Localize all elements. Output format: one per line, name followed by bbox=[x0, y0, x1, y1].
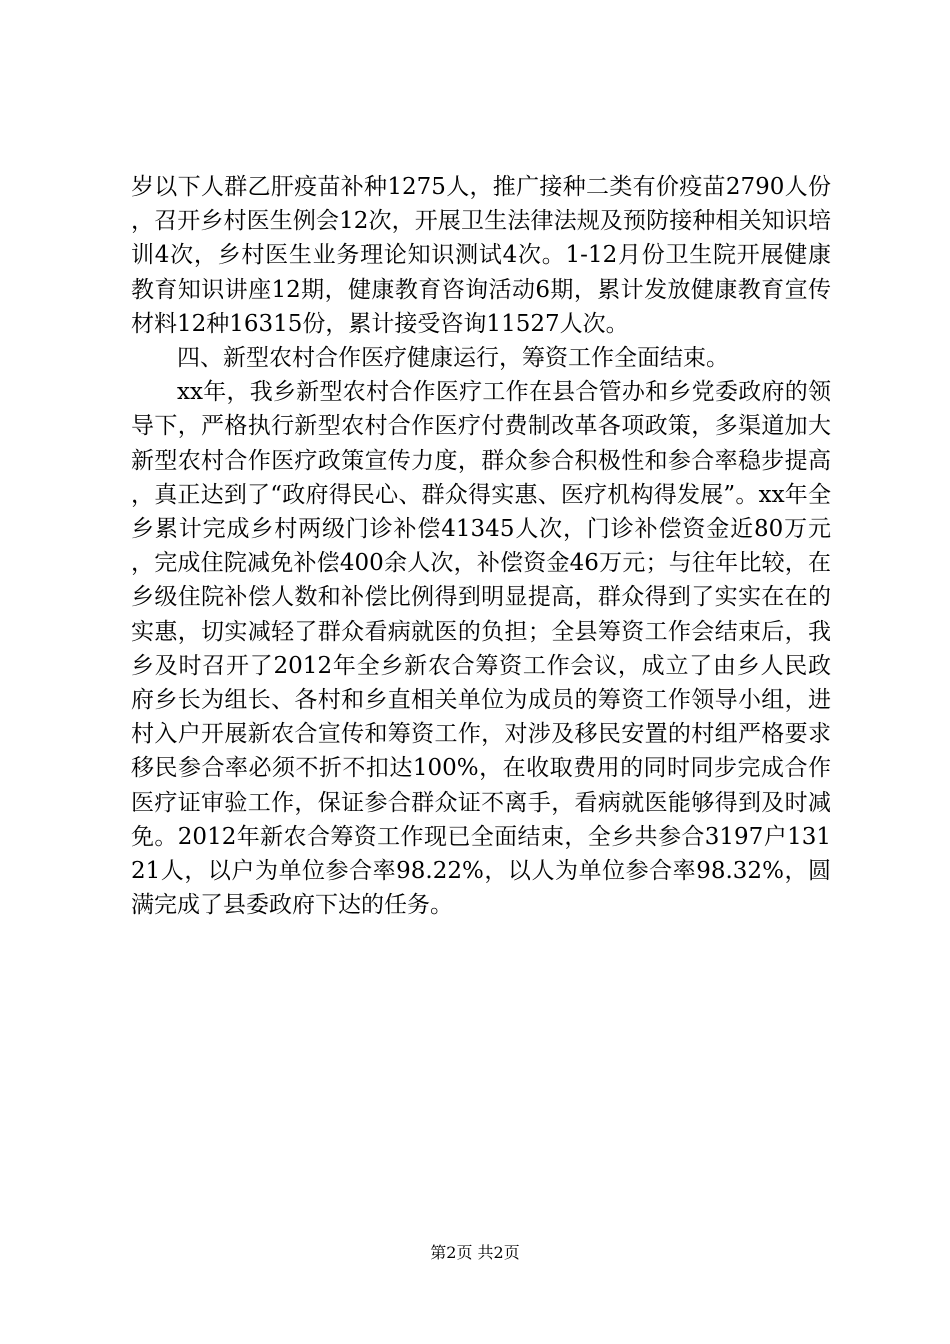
page-number-footer: 第2页 共2页 bbox=[430, 1243, 520, 1262]
document-body bbox=[131, 170, 831, 922]
section-heading-rural-cooperative-medical: 四、新型农村合作医疗健康运行，筹资工作全面结束。 bbox=[177, 345, 729, 372]
paragraph-cooperative-medical-details: xx年，我乡新型农村合作医疗工作在县合管办和乡党委政府的领导下，严格执行新型农村合作医疗付费制改革各项政策，多渠道加大新型农村合作医疗政策宣传力度，群众参合积极性和参合率稳步提高，真正达到了“政府得民心、群众得实惠、医疗机构得发展”。xx年全乡累计完成乡村两级门诊补偿41345人次，门诊补偿资金近80万元，完成住院减免补偿400余人次，补偿资金46万元；与往年比较，在乡级住院补偿人数和补偿比例得到明显提高，群众得到了实实在在的实惠，切实减轻了群众看病就医的负担；全县筹资工作会结束后，我乡及时召开了2012年全乡新农合筹资工作会议，成立了由乡人民政府乡长为组长、各村和乡直相关单位为成员的筹资工作领导小组，进村入户开展新农合宣传和筹资工作，对涉及移民安置的村组严格要求移民参合率必须不折不扣达100%，在收取费用的同时同步完成合作医疗证审验工作，保证参合群众证不离手，看病就医能够得到及时减免。2012年新农合筹资工作现已全面结束，全乡共参合3197户13121人，以户为单位参合率98.22%，以人为单位参合率98.32%，圆满完成了县委政府下达的任务。 bbox=[131, 379, 831, 919]
paragraph-vaccination-health-education: 岁以下人群乙肝疫苗补种1275人，推广接种二类有价疫苗2790人份，召开乡村医生例会12次，开展卫生法律法规及预防接种相关知识培训4次，乡村医生业务理论知识测试4次。1-12月份卫生院开展健康教育知识讲座12期，健康教育咨询活动6期，累计发放健康教育宣传材料12种16315份，累计接受咨询11527人次。 bbox=[131, 174, 831, 337]
